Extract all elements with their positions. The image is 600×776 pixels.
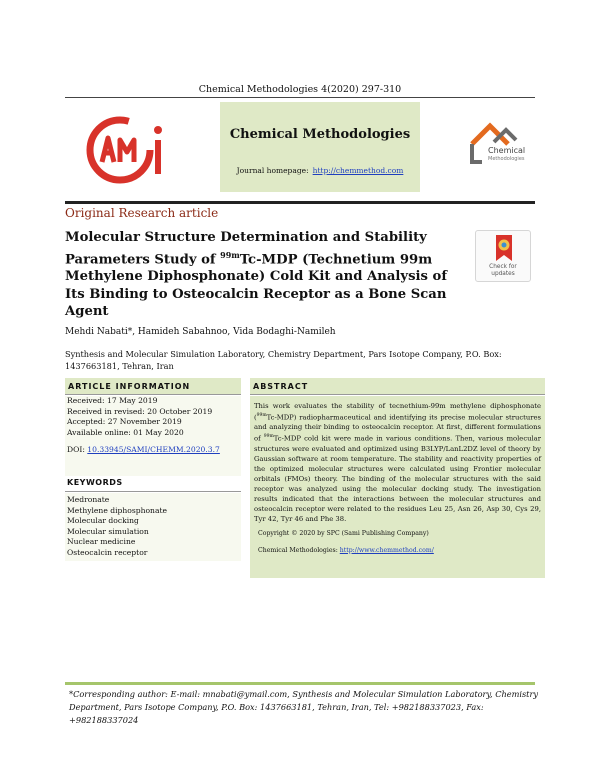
article-info-heading: ARTICLE INFORMATION [65, 378, 241, 395]
journal-link-label: Chemical Methodologies: [258, 546, 338, 554]
svg-text:Chemical: Chemical [488, 146, 526, 155]
check-updates-label: Check for updates [489, 264, 517, 277]
title-line-4: Its Binding to Osteocalcin Receptor as a Bone Scan [65, 286, 447, 302]
svg-text:Methodologies: Methodologies [488, 156, 525, 162]
chemical-methodologies-logo [468, 114, 532, 172]
svg-text:sami: sami [86, 119, 89, 120]
homepage-label: Journal homepage: [236, 166, 309, 175]
doi-label: DOI: [67, 445, 85, 455]
doi-link[interactable]: 10.33945/SAMI/CHEMM.2020.3.7 [87, 445, 220, 455]
copyright-notice: Copyright © 2020 by SPC (Sami Publishing Company) [258, 529, 429, 537]
footnote-rule [65, 682, 535, 685]
keywords-heading: KEYWORDS [65, 478, 241, 492]
homepage-link[interactable]: http://chemmethod.com [312, 166, 404, 175]
revised-date: Received in revised: 20 October 2019 [67, 406, 213, 416]
header-rule-top [65, 97, 535, 98]
article-type: Original Research article [65, 206, 219, 220]
keywords-panel [65, 493, 241, 561]
journal-homepage [220, 166, 420, 175]
title-line-3: Methylene Diphosphonate) Cold Kit and Analysis of [65, 269, 447, 285]
bookmark-icon [476, 231, 532, 265]
title-line-2: Parameters Study of $^{99m}$Tc-MDP (Technetium 99m [65, 249, 433, 267]
journal-header-box [220, 102, 420, 192]
header-rule-bottom [65, 201, 535, 204]
journal-title: Chemical Methodologies [229, 127, 411, 142]
journal-link-line [254, 547, 541, 554]
journal-reference: Chemical Methodologies 4(2020) 297-310 [198, 84, 402, 95]
check-for-updates-badge[interactable] [475, 230, 531, 282]
abstract-panel [250, 396, 545, 578]
online-date: Available online: 01 May 2020 [67, 427, 184, 437]
sami-logo [80, 112, 176, 188]
affiliation: Synthesis and Molecular Simulation Laboratory, Chemistry Department, Pars Isotope Company, P.O. Box: 1437663181, Tehran, Iran [65, 349, 502, 371]
keyword-item: Methylene diphosphonate [67, 505, 168, 515]
keyword-item: Medronate [67, 495, 110, 504]
accepted-date: Accepted: 27 November 2019 [67, 417, 182, 427]
title-line-5: Agent [65, 304, 109, 320]
paper-title [65, 229, 455, 321]
article-info-panel [65, 396, 241, 476]
keyword-item: Nuclear medicine [67, 537, 136, 547]
abstract-text: This work evaluates the stability of tecnethium-99m methylene diphosphonate ($^{99m}$Tc-MDP) radiopharmaceutical and identifying its precise molecular structures and analyzing their binding to osteocalcin receptor. At first, different formulations of $^{99m}$Tc-MDP cold kit were made in various conditions. Then, various molecular structures were evaluated and optimized using B3LYP/LanL2DZ level of theory by Gaussian software at room temperature. The stability and reactivity properties of the optimized molecular structures were calculated using Frontier molecular orbitals (FMOs) theory. The binding of the molecular structures with the said receptor was analyzed using the molecular docking study. The investigation results indicated that the interactions between the molecular structures and osteocalcin receptor were related to the residues Leu 25, Asn 26, Asp 30, Cys 29, Tyr 42, Tyr 46 and Phe 38. [254, 402, 541, 523]
received-date: Received: 17 May 2019 [67, 396, 158, 405]
keyword-item: Molecular docking [67, 516, 139, 526]
title-line-1: Molecular Structure Determination and Stability [65, 230, 427, 245]
keyword-item: Osteocalcin receptor [67, 547, 148, 557]
corresponding-author-footnote: *Corresponding author: E-mail: mnabati@ymail.com, Synthesis and Molecular Simulation Laboratory, Chemistry Department, Pars Isotope Company, P.O. Box: 1437663181, Tehran, Iran, Tel: +982188337023, Fax: +982188337024 [69, 689, 538, 725]
keyword-item: Molecular simulation [67, 526, 149, 536]
abstract-heading: ABSTRACT [250, 378, 545, 395]
journal-link[interactable]: http://www.chemmethod.com/ [339, 546, 434, 554]
authors: Mehdi Nabati*, Hamideh Sabahnoo, Vida Bodaghi-Namileh [65, 327, 336, 337]
doi-line [65, 445, 241, 456]
